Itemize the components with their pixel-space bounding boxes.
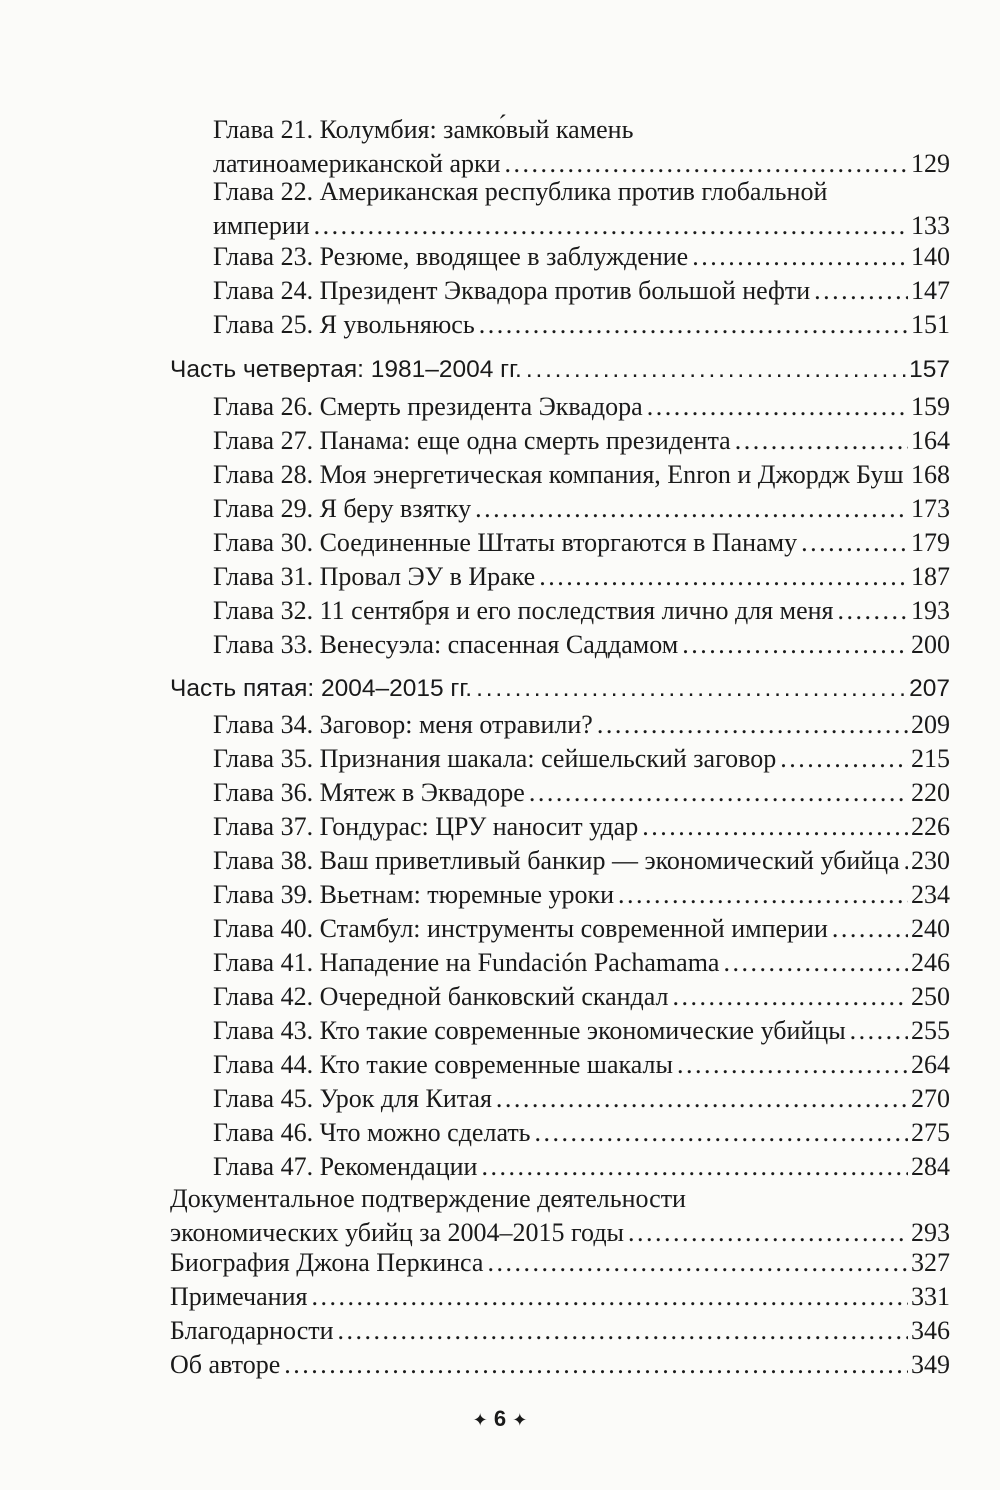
toc-entry-chapter-46[interactable] (213, 1116, 950, 1150)
toc-entry-page: 140 (911, 242, 950, 271)
toc-entry-chapter-21[interactable] (213, 113, 950, 181)
dot-leader (628, 1216, 908, 1250)
toc-entry-title: Об авторе (170, 1350, 281, 1379)
dot-leader (314, 209, 908, 243)
toc-entry-title: Глава 42. Очередной банковский скандал (213, 982, 669, 1011)
toc-entry-chapter-42[interactable] (213, 980, 950, 1014)
toc-entry-title: Глава 36. Мятеж в Эквадоре (213, 778, 525, 807)
toc-entry-page: 168 (911, 460, 950, 489)
dot-leader (723, 946, 908, 980)
toc-entry-page: 275 (911, 1118, 950, 1147)
toc-part-title: Часть пятая: 2004–2015 гг. (170, 675, 473, 702)
toc-entry-chapter-30[interactable] (213, 526, 950, 560)
dot-leader (907, 458, 908, 492)
toc-entry-page: 200 (911, 630, 950, 659)
toc-entry-chapter-22[interactable] (213, 175, 950, 243)
toc-entry-chapter-25[interactable] (213, 308, 950, 342)
toc-entry-page: 293 (911, 1218, 950, 1247)
toc-entry-title: Биография Джона Перкинса (170, 1248, 484, 1277)
dot-leader (311, 1280, 908, 1314)
toc-entry-title-line1: Глава 21. Колумбия: замко́вый камень (213, 115, 634, 144)
ornament-right-icon: ✦ (512, 1410, 528, 1430)
toc-entry-page: 331 (911, 1282, 950, 1311)
toc-entry-chapter-41[interactable] (213, 946, 950, 980)
toc-entry-page: 255 (911, 1016, 950, 1045)
dot-leader (526, 353, 906, 387)
toc-entry-chapter-38[interactable] (213, 844, 950, 878)
dot-leader (801, 526, 908, 560)
toc-entry-chapter-32[interactable] (213, 594, 950, 628)
dot-leader (539, 560, 908, 594)
dot-leader (338, 1314, 908, 1348)
toc-entry-title: Глава 27. Панама: еще одна смерть президента (213, 426, 731, 455)
dot-leader (487, 1246, 908, 1280)
toc-part-five[interactable] (170, 672, 950, 706)
toc-entry-title-line1: Документальное подтверждение деятельности (170, 1184, 686, 1213)
page-number: 6 (493, 1406, 507, 1431)
toc-entry-title: Глава 47. Рекомендации (213, 1152, 478, 1181)
toc-entry-chapter-27[interactable] (213, 424, 950, 458)
toc-entry-title: Глава 46. Что можно сделать (213, 1118, 531, 1147)
toc-entry-chapter-26[interactable] (213, 390, 950, 424)
toc-entry-chapter-45[interactable] (213, 1082, 950, 1116)
toc-entry-acknowledgements[interactable] (170, 1314, 950, 1348)
toc-entry-title: империи (213, 211, 310, 240)
toc-entry-title: Глава 25. Я увольняюсь (213, 310, 475, 339)
toc-entry-title: Глава 31. Провал ЭУ в Ираке (213, 562, 536, 591)
toc-entry-title-line1: Глава 22. Американская республика против глобальной (213, 177, 828, 206)
toc-entry-chapter-33[interactable] (213, 628, 950, 662)
toc-entry-title: Глава 37. Гондурас: ЦРУ наносит удар (213, 812, 639, 841)
toc-entry-page: 270 (911, 1084, 950, 1113)
toc-entry-page: 240 (911, 914, 950, 943)
toc-entry-chapter-36[interactable] (213, 776, 950, 810)
dot-leader (673, 980, 908, 1014)
toc-entry-chapter-47[interactable] (213, 1150, 950, 1184)
toc-entry-title: Глава 24. Президент Эквадора против большой нефти (213, 276, 811, 305)
toc-entry-title: Глава 44. Кто такие современные шакалы (213, 1050, 673, 1079)
toc-entry-title: Глава 40. Стамбул: инструменты современной империи (213, 914, 828, 943)
toc-part-four[interactable] (170, 353, 950, 387)
dot-leader (529, 776, 908, 810)
toc-entry-about-author[interactable] (170, 1348, 950, 1382)
dot-leader (642, 810, 908, 844)
toc-entry-chapter-23[interactable] (213, 240, 950, 274)
toc-entry-page: 349 (911, 1350, 950, 1379)
toc-entry-page: 179 (911, 528, 950, 557)
toc-entry-title: Глава 32. 11 сентября и его последствия лично для меня (213, 596, 834, 625)
toc-entry-page: 230 (911, 846, 950, 875)
toc-entry-page: 234 (911, 880, 950, 909)
toc-entry-page: 327 (911, 1248, 950, 1277)
toc-entry-biography[interactable] (170, 1246, 950, 1280)
toc-entry-page: 193 (911, 596, 950, 625)
toc-entry-page: 133 (911, 211, 950, 240)
toc-entry-title: Благодарности (170, 1316, 334, 1345)
toc-entry-title: Глава 33. Венесуэла: спасенная Саддамом (213, 630, 679, 659)
toc-entry-title: экономических убийц за 2004–2015 годы (170, 1218, 625, 1247)
dot-leader (904, 844, 908, 878)
toc-entry-chapter-31[interactable] (213, 560, 950, 594)
toc-entry-chapter-34[interactable] (213, 708, 950, 742)
toc-entry-page: 284 (911, 1152, 950, 1181)
toc-part-page: 157 (909, 356, 950, 383)
toc-entry-chapter-24[interactable] (213, 274, 950, 308)
dot-leader (682, 628, 908, 662)
toc-entry-page: 187 (911, 562, 950, 591)
toc-entry-title: Примечания (170, 1282, 308, 1311)
toc-part-title: Часть четвертая: 1981–2004 гг. (170, 356, 522, 383)
toc-entry-chapter-37[interactable] (213, 810, 950, 844)
toc-entry-page: 264 (911, 1050, 950, 1079)
toc-entry-chapter-43[interactable] (213, 1014, 950, 1048)
dot-leader (735, 424, 908, 458)
toc-entry-page: 129 (911, 149, 950, 178)
dot-leader (647, 390, 908, 424)
toc-entry-title: Глава 29. Я беру взятку (213, 494, 472, 523)
dot-leader (618, 878, 908, 912)
dot-leader (692, 240, 908, 274)
toc-entry-chapter-39[interactable] (213, 878, 950, 912)
toc-entry-documentary-evidence[interactable] (170, 1182, 950, 1250)
dot-leader (780, 742, 908, 776)
dot-leader (535, 1116, 908, 1150)
toc-entry-page: 226 (911, 812, 950, 841)
toc-entry-title: Глава 30. Соединенные Штаты вторгаются в Панаму (213, 528, 798, 557)
dot-leader (677, 1048, 908, 1082)
toc-entry-title: латиноамериканской арки (213, 149, 501, 178)
toc-entry-page: 159 (911, 392, 950, 421)
toc-entry-page: 164 (911, 426, 950, 455)
toc-entry-title: Глава 34. Заговор: меня отравили? (213, 710, 593, 739)
toc-entry-title: Глава 45. Урок для Китая (213, 1084, 492, 1113)
toc-entry-page: 209 (911, 710, 950, 739)
toc-entry-title: Глава 39. Вьетнам: тюремные уроки (213, 880, 615, 909)
toc-entry-page: 173 (911, 494, 950, 523)
page-footer (0, 1406, 1000, 1432)
toc-entry-chapter-28[interactable] (213, 458, 950, 492)
dot-leader (838, 594, 908, 628)
dot-leader (479, 308, 908, 342)
toc-entry-title: Глава 26. Смерть президента Эквадора (213, 392, 643, 421)
dot-leader (496, 1082, 908, 1116)
ornament-left-icon: ✦ (472, 1410, 488, 1430)
toc-entry-page: 220 (911, 778, 950, 807)
toc-entry-page: 215 (911, 744, 950, 773)
toc-entry-chapter-35[interactable] (213, 742, 950, 776)
toc-entry-title: Глава 43. Кто такие современные экономические убийцы (213, 1016, 846, 1045)
toc-entry-page: 147 (911, 276, 950, 305)
dot-leader (597, 708, 908, 742)
toc-entry-chapter-40[interactable] (213, 912, 950, 946)
dot-leader (475, 492, 908, 526)
toc-entry-title: Глава 28. Моя энергетическая компания, Enron и Джордж Буш (213, 460, 904, 489)
dot-leader (481, 1150, 908, 1184)
dot-leader (814, 274, 908, 308)
toc-entry-notes[interactable] (170, 1280, 950, 1314)
toc-entry-chapter-29[interactable] (213, 492, 950, 526)
toc-entry-page: 346 (911, 1316, 950, 1345)
toc-entry-page: 246 (911, 948, 950, 977)
dot-leader (284, 1348, 908, 1382)
toc-part-page: 207 (909, 675, 950, 702)
toc-entry-title: Глава 38. Ваш приветливый банкир — экономический убийца (213, 846, 900, 875)
toc-entry-chapter-44[interactable] (213, 1048, 950, 1082)
toc-entry-title: Глава 23. Резюме, вводящее в заблуждение (213, 242, 689, 271)
toc-entry-title: Глава 35. Признания шакала: сейшельский заговор (213, 744, 777, 773)
dot-leader (850, 1014, 908, 1048)
dot-leader (476, 672, 906, 706)
toc-entry-title: Глава 41. Нападение на Fundación Pachamama (213, 948, 720, 977)
dot-leader (832, 912, 908, 946)
toc-entry-page: 151 (911, 310, 950, 339)
toc-entry-page: 250 (911, 982, 950, 1011)
